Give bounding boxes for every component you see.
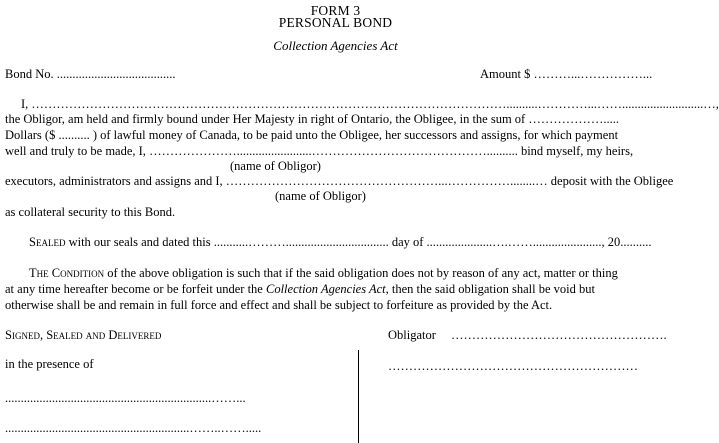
condition-line-1-rest: of the above obligation is such that if the said obligation does not by reason of any act, matter or thing bbox=[107, 266, 618, 280]
sealed-word: Sealed bbox=[29, 235, 66, 249]
in-presence-of-label: in the presence of bbox=[5, 357, 94, 371]
bond-no-row bbox=[5, 68, 176, 81]
obligor-line-6: as collateral security to this Bond. bbox=[5, 205, 176, 219]
year-prefix: , 20 bbox=[601, 235, 621, 249]
obligator-label: Obligator bbox=[388, 328, 436, 342]
form-title: PERSONAL BOND bbox=[278, 15, 393, 30]
signature-divider bbox=[358, 350, 359, 443]
form-number: FORM 3 bbox=[310, 3, 361, 18]
witness-signature-line-2[interactable]: ...........................................................……..……..... bbox=[5, 421, 262, 435]
amount-field[interactable]: ………...……………... bbox=[533, 67, 653, 81]
condition-line-1 bbox=[29, 267, 618, 280]
condition-line-2-end: , then the said obligation shall be void but bbox=[385, 282, 595, 296]
obligor-line-2: the Obligor, am held and firmly bound under Her Majesty in right of Ontario, the Obligee, in the sum of ………………..... bbox=[5, 112, 619, 126]
deposit-label: deposit with the Obligee bbox=[550, 174, 674, 188]
bond-no-field[interactable]: ...................................... bbox=[56, 67, 176, 81]
well-and-truly-label: well and truly to be made, I, bbox=[5, 144, 146, 158]
signed-sealed-delivered-label: Signed, Sealed and Delivered bbox=[5, 328, 162, 342]
condition-line-3: otherwise shall be and remain in full force and effect and shall be subject to forfeiture as provided by the Act. bbox=[5, 298, 553, 312]
obligor-name-field[interactable]: ……………………………………………………………………………………………………..........…………...……..........................… bbox=[31, 97, 716, 111]
obligor-name-field-2[interactable]: …………………........................…………………………………….......... bbox=[149, 144, 518, 158]
year-field[interactable]: .......... bbox=[620, 235, 652, 249]
day-of-label: day of bbox=[391, 235, 424, 249]
bond-no-label: Bond No. bbox=[5, 67, 54, 81]
obligor-name-field-3[interactable]: ……………………………………………...……………........… bbox=[225, 174, 548, 188]
condition-line-2 bbox=[5, 283, 595, 296]
condition-word: The Condition bbox=[29, 266, 105, 280]
act-name: Collection Agencies Act bbox=[273, 38, 398, 53]
obligator-signature-field[interactable]: ……………………………………………. bbox=[451, 328, 667, 342]
comma-1: , bbox=[715, 97, 719, 111]
obligor-line-4 bbox=[5, 145, 633, 158]
condition-act-name: Collection Agencies Act bbox=[265, 282, 386, 296]
amount-label: Amount $ bbox=[480, 67, 531, 81]
obligor-line-3: Dollars ($ .......... ) of lawful money of Canada, to be paid unto the Obligee, her successors and assigns, for which payment bbox=[5, 128, 619, 142]
obligor-line-1 bbox=[21, 98, 719, 111]
amount-row bbox=[480, 68, 652, 81]
i-label: I, bbox=[21, 97, 29, 111]
executors-label: executors, administrators and assigns and I, bbox=[5, 174, 223, 188]
sealed-rest: with our seals and dated this bbox=[68, 235, 211, 249]
date-day-field[interactable]: ...........………................................. bbox=[213, 235, 389, 249]
obligator-row bbox=[388, 329, 667, 342]
bind-myself-label: bind myself, my heirs, bbox=[520, 144, 634, 158]
obligor-line-5 bbox=[5, 175, 673, 188]
obligator-signature-line-2[interactable]: …………………………………………………… bbox=[388, 359, 638, 373]
name-of-obligor-caption-2: (name of Obligor) bbox=[275, 189, 366, 203]
condition-line-2-start: at any time hereafter become or be forfeit under the bbox=[5, 282, 263, 296]
witness-signature-line-1[interactable]: ..................................................................……... bbox=[5, 391, 246, 405]
sealed-line bbox=[29, 236, 652, 249]
name-of-obligor-caption-1: (name of Obligor) bbox=[230, 159, 321, 173]
date-month-field[interactable]: .....................….……...................... bbox=[426, 235, 602, 249]
